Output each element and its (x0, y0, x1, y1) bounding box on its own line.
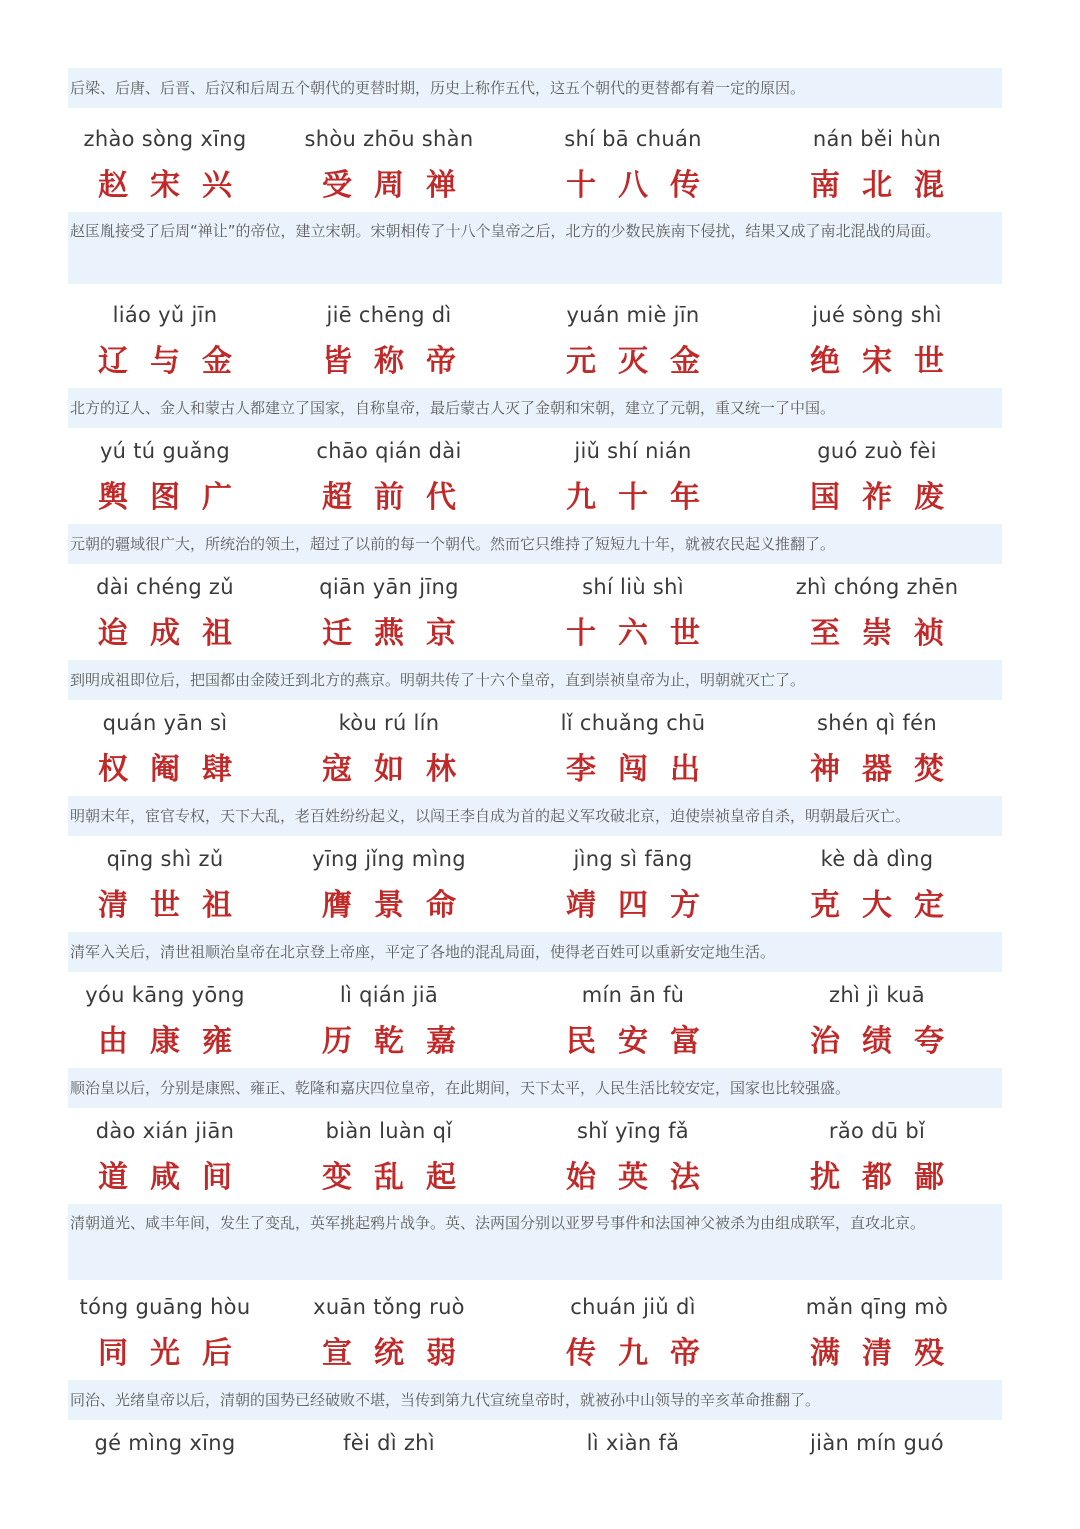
hanzi: 清世祖 (98, 888, 254, 923)
pinyin: shí bā chuán (564, 127, 702, 151)
hanzi: 克大定 (810, 888, 966, 923)
verse-group (518, 124, 748, 206)
pinyin: yú tú guǎng (99, 439, 231, 463)
verse-row (0, 1292, 1080, 1392)
hanzi: 国祚废 (810, 480, 966, 515)
verse-explanation: 赵匡胤接受了后周“禅让”的帝位，建立宋朝。宋朝相传了十八个皇帝之后，北方的少数民族南下侵扰，结果又成了南北混战的局面。 (68, 212, 1002, 284)
verse-group (518, 844, 748, 926)
hanzi: 元灭金 (566, 344, 722, 379)
hanzi: 同光后 (98, 1336, 254, 1371)
hanzi: 变乱起 (322, 1160, 478, 1195)
pinyin: tóng guāng hòu (79, 1295, 251, 1319)
verse-group (50, 844, 280, 926)
pinyin: guó zuò fèi (817, 439, 937, 463)
hanzi: 李闯出 (566, 752, 722, 787)
pinyin: yīng jǐng mìng (312, 847, 466, 871)
verse-group (274, 980, 504, 1062)
verse-explanation: 北方的辽人、金人和蒙古人都建立了国家，自称皇帝，最后蒙古人灭了金朝和宋朝，建立了元朝，重又统一了中国。 (68, 388, 1002, 428)
hanzi: 舆图广 (98, 480, 254, 515)
verse-explanation: 清军入关后，清世祖顺治皇帝在北京登上帝座，平定了各地的混乱局面，使得老百姓可以重新安定地生活。 (68, 932, 1002, 972)
verse-group (762, 1116, 992, 1198)
hanzi: 赵宋兴 (98, 168, 254, 203)
verse-group (274, 1292, 504, 1374)
hanzi: 历乾嘉 (322, 1024, 478, 1059)
hanzi: 十六世 (566, 616, 722, 651)
hanzi: 权阉肆 (98, 752, 254, 787)
hanzi: 道咸间 (98, 1160, 254, 1195)
hanzi: 民安富 (566, 1024, 722, 1059)
hanzi: 始英法 (566, 1160, 722, 1195)
hanzi: 南北混 (810, 168, 966, 203)
verse-row (0, 436, 1080, 536)
verse-group (762, 124, 992, 206)
verse-explanation: 清朝道光、咸丰年间，发生了变乱，英军挑起鸦片战争。英、法两国分别以亚罗号事件和法国神父被杀为由组成联军，直攻北京。 (68, 1204, 1002, 1280)
pinyin: biàn luàn qǐ (325, 1119, 453, 1143)
pinyin: jué sòng shì (812, 303, 942, 327)
pinyin: qiān yān jīng (319, 575, 459, 599)
verse-group (50, 124, 280, 206)
verse-group (274, 1116, 504, 1198)
verse-group (274, 572, 504, 654)
pinyin: xuān tǒng ruò (313, 1295, 465, 1319)
verse-group (274, 124, 504, 206)
hanzi: 至崇祯 (810, 616, 966, 651)
verse-explanation: 明朝末年，宦官专权，天下大乱，老百姓纷纷起义，以闯王李自成为首的起义军攻破北京，迫使崇祯皇帝自杀，明朝最后灭亡。 (68, 796, 1002, 836)
verse-group (50, 436, 280, 518)
hanzi: 寇如林 (322, 752, 478, 787)
pinyin: shǐ yīng fǎ (577, 1119, 689, 1143)
pinyin: shòu zhōu shàn (304, 127, 474, 151)
pinyin: mǎn qīng mò (805, 1295, 949, 1319)
verse-group (762, 436, 992, 518)
pinyin: jiàn mín guó (810, 1431, 944, 1455)
verse-group (518, 1116, 748, 1198)
pinyin: yuán miè jīn (566, 303, 700, 327)
pinyin: gé mìng xīng (94, 1431, 236, 1455)
pinyin: jìng sì fāng (573, 847, 693, 871)
verse-group (50, 572, 280, 654)
verse-row (0, 572, 1080, 672)
hanzi: 神器焚 (810, 752, 966, 787)
verse-group (518, 1428, 748, 1458)
pinyin: kòu rú lín (338, 711, 440, 735)
verse-group (762, 300, 992, 382)
hanzi: 由康雍 (98, 1024, 254, 1059)
hanzi: 靖四方 (566, 888, 722, 923)
verse-explanation: 顺治皇以后，分别是康熙、雍正、乾隆和嘉庆四位皇帝，在此期间，天下太平，人民生活比较安定，国家也比较强盛。 (68, 1068, 1002, 1108)
verse-group (274, 708, 504, 790)
verse-group (518, 436, 748, 518)
pinyin: dào xián jiān (95, 1119, 235, 1143)
hanzi: 宣统弱 (322, 1336, 478, 1371)
pinyin: jiǔ shí nián (574, 439, 692, 463)
hanzi: 绝宋世 (810, 344, 966, 379)
pinyin: zhì chóng zhēn (795, 575, 959, 599)
verse-row (0, 300, 1080, 400)
pinyin: lì xiàn fǎ (586, 1431, 680, 1455)
verse-group (50, 1428, 280, 1458)
pinyin: quán yān sì (102, 711, 228, 735)
verse-explanation: 到明成祖即位后，把国都由金陵迁到北方的燕京。明朝共传了十六个皇帝，直到崇祯皇帝为止，明朝就灭亡了。 (68, 660, 1002, 700)
verse-group (50, 708, 280, 790)
hanzi: 九十年 (566, 480, 722, 515)
pinyin: chuán jiǔ dì (570, 1295, 696, 1319)
verse-group (274, 300, 504, 382)
hanzi: 传九帝 (566, 1336, 722, 1371)
hanzi: 迁燕京 (322, 616, 478, 651)
pinyin: jiē chēng dì (326, 303, 452, 327)
pinyin: shí liù shì (582, 575, 684, 599)
pinyin: zhì jì kuā (829, 983, 925, 1007)
pinyin: rǎo dū bǐ (828, 1119, 926, 1143)
pinyin: mín ān fù (581, 983, 685, 1007)
verse-explanation: 元朝的疆域很广大，所统治的领土，超过了以前的每一个朝代。然而它只维持了短短九十年，就被农民起义推翻了。 (68, 524, 1002, 564)
verse-row (0, 844, 1080, 944)
verse-group (50, 1292, 280, 1374)
verse-row (0, 980, 1080, 1080)
hanzi: 迨成祖 (98, 616, 254, 651)
verse-group (762, 980, 992, 1062)
pinyin: nán běi hùn (812, 127, 942, 151)
verse-explanation: 同治、光绪皇帝以后，清朝的国势已经破败不堪，当传到第九代宣统皇帝时，就被孙中山领导的辛亥革命推翻了。 (68, 1380, 1002, 1420)
hanzi: 十八传 (566, 168, 722, 203)
pinyin: chāo qián dài (316, 439, 462, 463)
verse-group (762, 708, 992, 790)
hanzi: 超前代 (322, 480, 478, 515)
pinyin: dài chéng zǔ (96, 575, 234, 599)
verse-row (0, 1116, 1080, 1216)
hanzi: 治绩夸 (810, 1024, 966, 1059)
verse-group (518, 300, 748, 382)
verse-group (762, 1292, 992, 1374)
hanzi: 满清殁 (810, 1336, 966, 1371)
hanzi: 受周禅 (322, 168, 478, 203)
verse-group (518, 1292, 748, 1374)
pinyin: lì qián jiā (339, 983, 439, 1007)
verse-group (518, 708, 748, 790)
verse-group (762, 844, 992, 926)
verse-group (50, 980, 280, 1062)
intro-explanation: 后梁、后唐、后晋、后汉和后周五个朝代的更替时期，历史上称作五代，这五个朝代的更替都有着一定的原因。 (68, 68, 1002, 108)
pinyin: fèi dì zhì (343, 1431, 435, 1455)
verse-row (0, 708, 1080, 808)
verse-group (274, 844, 504, 926)
hanzi: 辽与金 (98, 344, 254, 379)
verse-group (50, 300, 280, 382)
pinyin: kè dà dìng (820, 847, 934, 871)
verse-group (274, 436, 504, 518)
verse-group (762, 572, 992, 654)
verse-row (0, 124, 1080, 224)
pinyin: zhào sòng xīng (83, 127, 247, 151)
pinyin: yóu kāng yōng (85, 983, 245, 1007)
hanzi: 扰都鄙 (810, 1160, 966, 1195)
pinyin: liáo yǔ jīn (112, 303, 218, 327)
verse-group (762, 1428, 992, 1458)
pinyin: shén qì fén (817, 711, 937, 735)
verse-group (518, 572, 748, 654)
verse-group (50, 1116, 280, 1198)
pinyin: qīng shì zǔ (106, 847, 224, 871)
verse-group (274, 1428, 504, 1458)
verse-row (0, 1428, 1080, 1468)
pinyin: lǐ chuǎng chū (560, 711, 706, 735)
hanzi: 膺景命 (322, 888, 478, 923)
verse-group (518, 980, 748, 1062)
hanzi: 皆称帝 (322, 344, 478, 379)
